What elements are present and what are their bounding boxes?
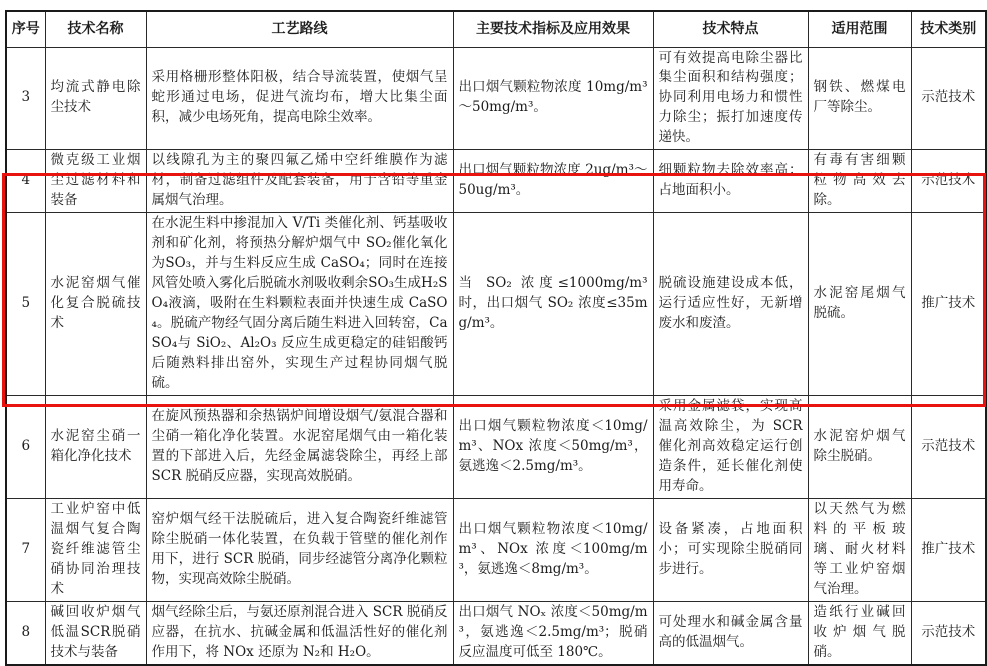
cell-features: 采用金属滤袋，实现高温高效除尘，为 SCR 催化剂高效稳定运行创造条件，延长催化剂使用寿命。: [653, 395, 808, 498]
cell-serial-number: 4: [6, 150, 45, 213]
header-technology-name: 技术名称: [45, 11, 146, 47]
cell-scope: 水泥窑炉烟气除尘脱硝。: [808, 395, 911, 498]
header-category: 技术类别: [911, 11, 986, 47]
table-row: [6, 601, 986, 664]
header-indicators: 主要技术指标及应用效果: [453, 11, 653, 47]
header-serial-number: 序号: [6, 11, 45, 47]
cell-scope: 以天然气为燃料的平板玻璃、耐火材料等工业炉窑烟气治理。: [808, 498, 911, 601]
cell-process-route: 在水泥生料中掺混加入 V/Ti 类催化剂、钙基吸收剂和矿化剂，将预热分解炉烟气中 SO₂催化氧化为SO₃，并与生料反应生成 CaSO₄；同时在连接风管处喷入雾化后脱硫水剂吸收剩余SO₃生成H₂SO₄液滴，吸附在生料颗粒表面并快速生成 CaSO₄。脱硫产物经气固分离后随生料进入回转窑，CaSO₄与 SiO₂、Al₂O₃ 反应生成更稳定的硅铝酸钙后随熟料排出窑外，实现生产过程协同烟气脱硫。: [146, 213, 453, 396]
cell-features: 可处理水和碱金属含量高的低温烟气。: [653, 601, 808, 664]
cell-features: 设备紧凑，占地面积小；可实现除尘脱硝同步进行。: [653, 498, 808, 601]
cell-process-route: 采用格栅形整体阳极，结合导流装置，使烟气呈蛇形通过电场，促进气流均布，增大比集尘面积，减少电场死角，提高电除尘效率。: [146, 47, 453, 150]
cell-serial-number: 8: [6, 601, 45, 664]
cell-serial-number: 6: [6, 395, 45, 498]
cell-features: 细颗粒物去除效率高；占地面积小。: [653, 150, 808, 213]
table-row-highlighted: [6, 395, 986, 498]
cell-technology-name: 微克级工业烟尘过滤材料和装备: [45, 150, 146, 213]
cell-serial-number: 7: [6, 498, 45, 601]
cell-indicators: 出口烟气颗粒物浓度 10mg/m³～50mg/m³。: [453, 47, 653, 150]
cell-indicators: 出口烟气颗粒物浓度 2ug/m³～50ug/m³。: [453, 150, 653, 213]
cell-process-route: 窑炉烟气经干法脱硫后，进入复合陶瓷纤维滤管除尘脱硝一体化装置，在负载于管壁的催化剂作用下，进行 SCR 脱硝，同步经滤管分离净化颗粒物，实现高效除尘脱硝。: [146, 498, 453, 601]
technology-table-container: [5, 10, 987, 666]
cell-category: 推广技术: [911, 213, 986, 396]
cell-indicators: 出口烟气颗粒物浓度＜10mg/m³、NOx 浓度＜50mg/m³，氨逃逸＜2.5mg/m³。: [453, 395, 653, 498]
cell-process-route: 以线隙孔为主的聚四氟乙烯中空纤维膜作为滤材，制备过滤组件及配套装备，用于含铅等重金属烟气治理。: [146, 150, 453, 213]
cell-serial-number: 3: [6, 47, 45, 150]
cell-features: 脱硫设施建设成本低，运行适应性好，无新增废水和废渣。: [653, 213, 808, 396]
cell-scope: 造纸行业碱回收炉烟气脱硝。: [808, 601, 911, 664]
cell-scope: 有毒有害细颗粒物高效去除。: [808, 150, 911, 213]
cell-technology-name: 水泥窑烟气催化复合脱硫技术: [45, 213, 146, 396]
header-features: 技术特点: [653, 11, 808, 47]
cell-process-route: 在旋风预热器和余热锅炉间增设烟气/氨混合器和尘硝一箱化净化装置。水泥窑尾烟气由一箱化装置的下部进入后，先经金属滤袋除尘，再经上部 SCR 脱硝反应器，实现高效脱硝。: [146, 395, 453, 498]
cell-process-route: 烟气经除尘后，与氨还原剂混合进入 SCR 脱硝反应器，在抗水、抗碱金属和低温活性好的催化剂作用下，将 NOx 还原为 N₂和 H₂O。: [146, 601, 453, 664]
table-row: [6, 150, 986, 213]
cell-indicators: 当 SO₂ 浓度≤1000mg/m³ 时，出口烟气 SO₂ 浓度≤35mg/m³。: [453, 213, 653, 396]
cell-category: 推广技术: [911, 498, 986, 601]
cell-technology-name: 工业炉窑中低温烟气复合陶瓷纤维滤管尘硝协同治理技术: [45, 498, 146, 601]
table-header-row: [6, 11, 986, 47]
cell-category: 示范技术: [911, 47, 986, 150]
cell-scope: 水泥窑尾烟气脱硫。: [808, 213, 911, 396]
cell-technology-name: 碱回收炉烟气低温SCR脱硝技术与装备: [45, 601, 146, 664]
cell-category: 示范技术: [911, 150, 986, 213]
table-row: [6, 47, 986, 150]
cell-technology-name: 均流式静电除尘技术: [45, 47, 146, 150]
table-row: [6, 498, 986, 601]
cell-features: 可有效提高电除尘器比集尘面积和结构强度；协同利用电场力和惯性力除尘；振打加速度传递快。: [653, 47, 808, 150]
header-scope: 适用范围: [808, 11, 911, 47]
technology-table: [5, 10, 987, 666]
cell-category: 示范技术: [911, 601, 986, 664]
cell-technology-name: 水泥窑尘硝一箱化净化技术: [45, 395, 146, 498]
cell-serial-number: 5: [6, 213, 45, 396]
cell-indicators: 出口烟气颗粒物浓度＜10mg/m³、NOx 浓度＜100mg/m³，氨逃逸＜8mg/m³。: [453, 498, 653, 601]
cell-indicators: 出口烟气 NOₓ 浓度＜50mg/m³，氨逃逸＜2.5mg/m³；脱硝反应温度可低至 180℃。: [453, 601, 653, 664]
table-row-highlighted: [6, 213, 986, 396]
cell-category: 示范技术: [911, 395, 986, 498]
header-process-route: 工艺路线: [146, 11, 453, 47]
cell-scope: 钢铁、燃煤电厂等除尘。: [808, 47, 911, 150]
